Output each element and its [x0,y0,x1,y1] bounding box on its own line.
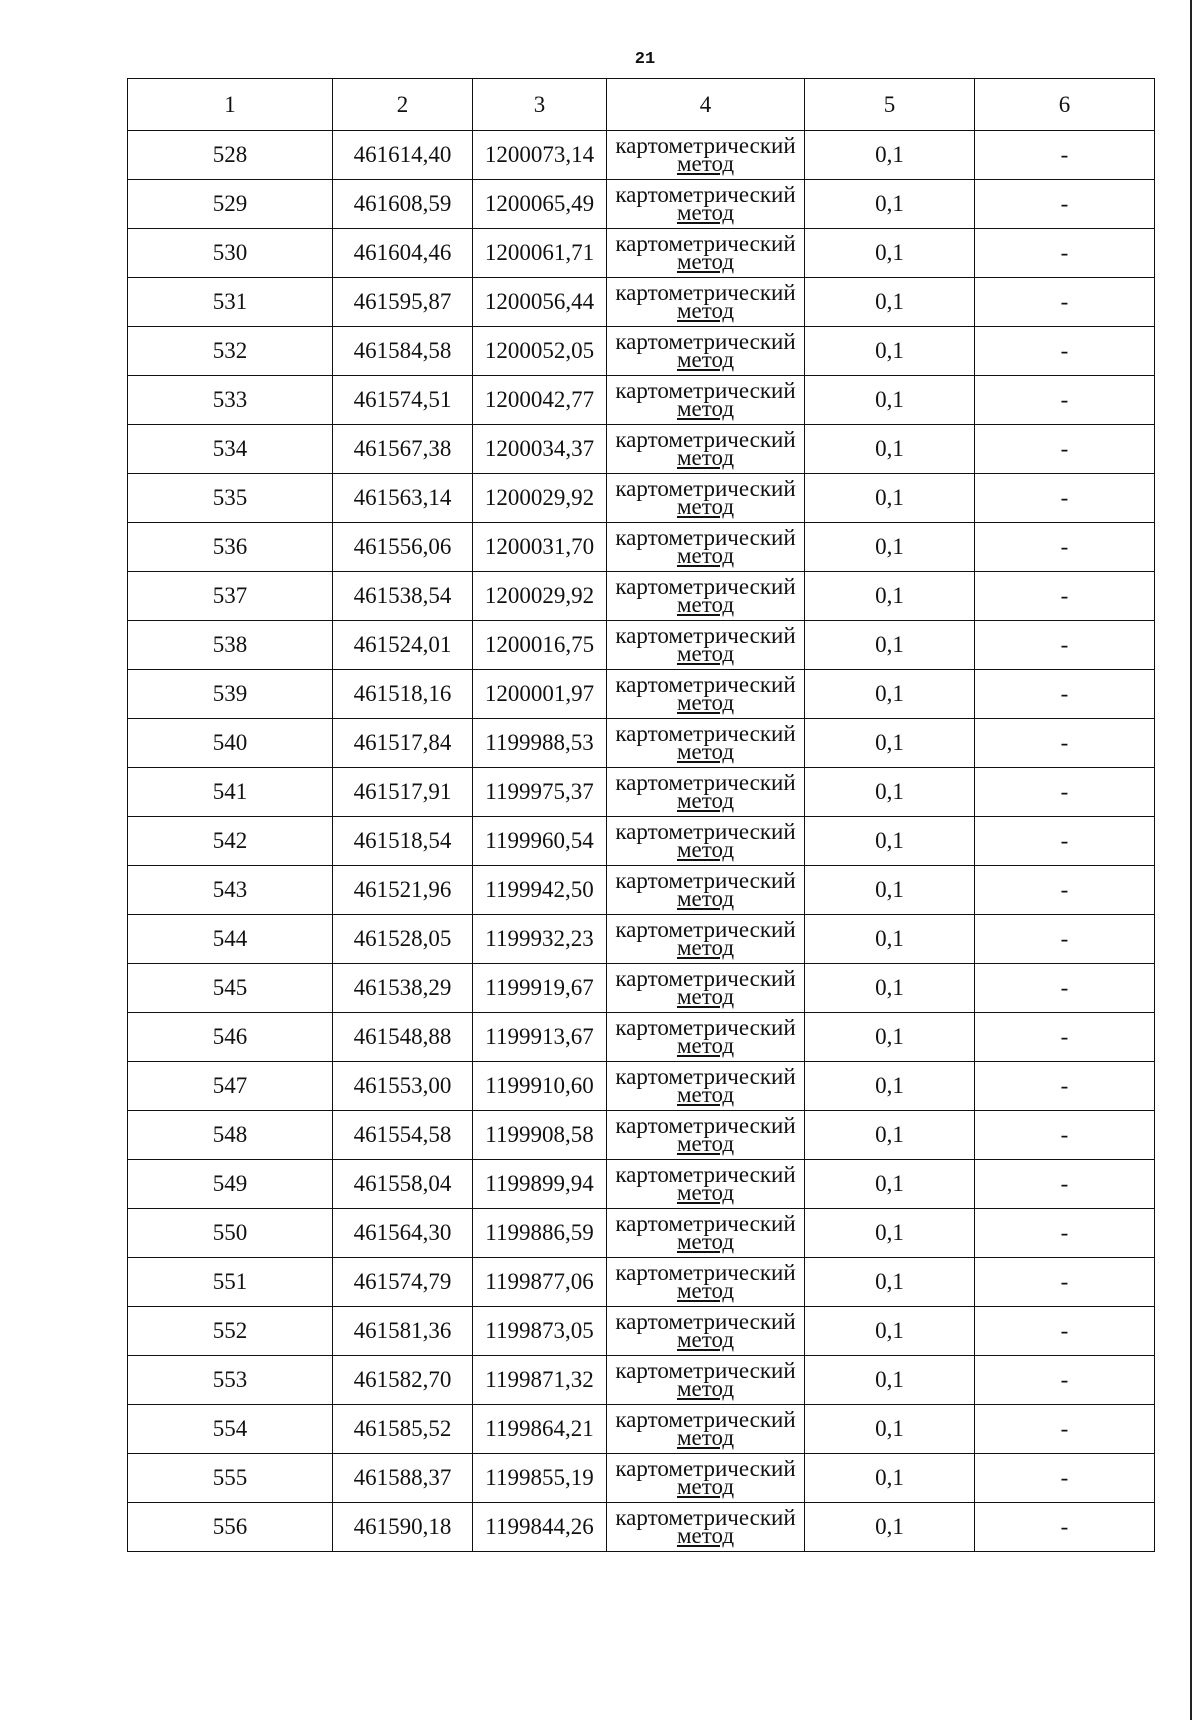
accuracy-cell: 0,1 [805,523,975,572]
method-cell [607,866,805,915]
accuracy-cell: 0,1 [805,817,975,866]
accuracy-cell: 0,1 [805,474,975,523]
y-coordinate-cell: 1200056,44 [473,278,607,327]
accuracy-cell: 0,1 [805,915,975,964]
column-header: 4 [607,79,805,131]
table-header [128,79,1155,131]
note-cell: - [975,964,1155,1013]
method-line-1: картометрический [615,917,796,942]
table-row [128,1454,1155,1503]
method-line-1: картометрический [615,1505,796,1530]
x-coordinate-cell: 461574,79 [333,1258,473,1307]
method-cell [607,670,805,719]
page-number: 21 [634,50,656,69]
method-cell [607,131,805,180]
method-line-1: картометрический [615,574,796,599]
point-number-cell: 539 [128,670,333,719]
method-line-2: метод [676,1327,735,1352]
method-line-2: метод [676,249,735,274]
accuracy-cell: 0,1 [805,1062,975,1111]
table-row [128,180,1155,229]
point-number-cell: 528 [128,131,333,180]
method-line-2: метод [676,984,735,1009]
x-coordinate-cell: 461538,54 [333,572,473,621]
accuracy-cell: 0,1 [805,1258,975,1307]
method-line-1: картометрический [615,1407,796,1432]
method-line-2: метод [676,788,735,813]
x-coordinate-cell: 461517,91 [333,768,473,817]
y-coordinate-cell: 1200061,71 [473,229,607,278]
table-body [128,131,1155,1552]
method-cell [607,915,805,964]
column-header: 2 [333,79,473,131]
method-line-2: метод [676,1376,735,1401]
table-row [128,474,1155,523]
point-number-cell: 554 [128,1405,333,1454]
method-line-2: метод [676,543,735,568]
accuracy-cell: 0,1 [805,327,975,376]
x-coordinate-cell: 461585,52 [333,1405,473,1454]
x-coordinate-cell: 461595,87 [333,278,473,327]
note-cell: - [975,915,1155,964]
method-cell [607,572,805,621]
method-cell [607,180,805,229]
table-row [128,1013,1155,1062]
table-row [128,229,1155,278]
x-coordinate-cell: 461563,14 [333,474,473,523]
x-coordinate-cell: 461517,84 [333,719,473,768]
method-line-2: метод [676,1425,735,1450]
point-number-cell: 530 [128,229,333,278]
x-coordinate-cell: 461553,00 [333,1062,473,1111]
x-coordinate-cell: 461584,58 [333,327,473,376]
table-row [128,719,1155,768]
y-coordinate-cell: 1200001,97 [473,670,607,719]
note-cell: - [975,229,1155,278]
accuracy-cell: 0,1 [805,1503,975,1552]
table-row [128,1111,1155,1160]
y-coordinate-cell: 1199871,32 [473,1356,607,1405]
method-line-1: картометрический [615,1015,796,1040]
method-line-2: метод [676,200,735,225]
x-coordinate-cell: 461558,04 [333,1160,473,1209]
method-line-2: метод [676,1180,735,1205]
method-cell [607,376,805,425]
note-cell: - [975,1062,1155,1111]
header-row [128,79,1155,131]
table-row [128,817,1155,866]
note-cell: - [975,1111,1155,1160]
y-coordinate-cell: 1200029,92 [473,474,607,523]
note-cell: - [975,1209,1155,1258]
method-line-2: метод [676,837,735,862]
note-cell: - [975,1013,1155,1062]
y-coordinate-cell: 1199960,54 [473,817,607,866]
method-line-1: картометрический [615,378,796,403]
table-row [128,278,1155,327]
table-row [128,866,1155,915]
note-cell: - [975,131,1155,180]
table-row [128,964,1155,1013]
table-row [128,621,1155,670]
method-line-1: картометрический [615,182,796,207]
method-line-2: метод [676,347,735,372]
method-cell [607,1111,805,1160]
table-row [128,131,1155,180]
column-header: 6 [975,79,1155,131]
accuracy-cell: 0,1 [805,621,975,670]
point-number-cell: 551 [128,1258,333,1307]
accuracy-cell: 0,1 [805,1160,975,1209]
x-coordinate-cell: 461614,40 [333,131,473,180]
point-number-cell: 548 [128,1111,333,1160]
table-row [128,1503,1155,1552]
table-row [128,1160,1155,1209]
method-cell [607,1013,805,1062]
method-line-2: метод [676,592,735,617]
x-coordinate-cell: 461604,46 [333,229,473,278]
y-coordinate-cell: 1199975,37 [473,768,607,817]
method-line-1: картометрический [615,819,796,844]
accuracy-cell: 0,1 [805,719,975,768]
note-cell: - [975,376,1155,425]
note-cell: - [975,1356,1155,1405]
table-row [128,523,1155,572]
method-cell [607,817,805,866]
point-number-cell: 529 [128,180,333,229]
x-coordinate-cell: 461524,01 [333,621,473,670]
method-line-1: картометрический [615,1456,796,1481]
accuracy-cell: 0,1 [805,1307,975,1356]
x-coordinate-cell: 461548,88 [333,1013,473,1062]
column-header: 5 [805,79,975,131]
x-coordinate-cell: 461554,58 [333,1111,473,1160]
accuracy-cell: 0,1 [805,1013,975,1062]
point-number-cell: 535 [128,474,333,523]
method-cell [607,523,805,572]
method-cell [607,1062,805,1111]
point-number-cell: 538 [128,621,333,670]
method-line-1: картометрический [615,1260,796,1285]
method-cell [607,1209,805,1258]
point-number-cell: 546 [128,1013,333,1062]
note-cell: - [975,425,1155,474]
method-line-2: метод [676,886,735,911]
x-coordinate-cell: 461538,29 [333,964,473,1013]
y-coordinate-cell: 1200034,37 [473,425,607,474]
y-coordinate-cell: 1200031,70 [473,523,607,572]
method-line-1: картометрический [615,427,796,452]
note-cell: - [975,1454,1155,1503]
y-coordinate-cell: 1199844,26 [473,1503,607,1552]
point-number-cell: 536 [128,523,333,572]
method-line-2: метод [676,396,735,421]
point-number-cell: 532 [128,327,333,376]
method-line-1: картометрический [615,476,796,501]
y-coordinate-cell: 1199988,53 [473,719,607,768]
note-cell: - [975,572,1155,621]
method-line-1: картометрический [615,721,796,746]
y-coordinate-cell: 1200016,75 [473,621,607,670]
method-line-1: картометрический [615,966,796,991]
scan-edge-line [1190,0,1192,1720]
method-line-1: картометрический [615,868,796,893]
method-cell [607,1356,805,1405]
column-header: 3 [473,79,607,131]
y-coordinate-cell: 1199899,94 [473,1160,607,1209]
method-line-1: картометрический [615,1358,796,1383]
table-row [128,1209,1155,1258]
x-coordinate-cell: 461574,51 [333,376,473,425]
accuracy-cell: 0,1 [805,1356,975,1405]
x-coordinate-cell: 461564,30 [333,1209,473,1258]
accuracy-cell: 0,1 [805,131,975,180]
point-number-cell: 537 [128,572,333,621]
point-number-cell: 550 [128,1209,333,1258]
note-cell: - [975,523,1155,572]
method-line-2: метод [676,445,735,470]
method-cell [607,621,805,670]
x-coordinate-cell: 461567,38 [333,425,473,474]
method-line-2: метод [676,1229,735,1254]
note-cell: - [975,180,1155,229]
y-coordinate-cell: 1200073,14 [473,131,607,180]
method-line-1: картометрический [615,133,796,158]
method-line-1: картометрический [615,280,796,305]
method-line-2: метод [676,1278,735,1303]
table-row [128,327,1155,376]
y-coordinate-cell: 1199877,06 [473,1258,607,1307]
method-line-1: картометрический [615,1211,796,1236]
x-coordinate-cell: 461518,16 [333,670,473,719]
method-cell [607,768,805,817]
y-coordinate-cell: 1199864,21 [473,1405,607,1454]
method-cell [607,278,805,327]
y-coordinate-cell: 1199942,50 [473,866,607,915]
method-cell [607,474,805,523]
method-cell [607,327,805,376]
method-cell [607,1503,805,1552]
note-cell: - [975,1307,1155,1356]
method-line-2: метод [676,151,735,176]
x-coordinate-cell: 461582,70 [333,1356,473,1405]
x-coordinate-cell: 461608,59 [333,180,473,229]
method-line-2: метод [676,641,735,666]
table-row [128,1307,1155,1356]
note-cell: - [975,1503,1155,1552]
y-coordinate-cell: 1199873,05 [473,1307,607,1356]
method-cell [607,229,805,278]
method-line-2: метод [676,1082,735,1107]
note-cell: - [975,1405,1155,1454]
point-number-cell: 556 [128,1503,333,1552]
y-coordinate-cell: 1199908,58 [473,1111,607,1160]
x-coordinate-cell: 461521,96 [333,866,473,915]
method-line-2: метод [676,1033,735,1058]
x-coordinate-cell: 461590,18 [333,1503,473,1552]
note-cell: - [975,1258,1155,1307]
method-line-1: картометрический [615,1309,796,1334]
method-cell [607,1160,805,1209]
point-number-cell: 545 [128,964,333,1013]
x-coordinate-cell: 461588,37 [333,1454,473,1503]
method-cell [607,1258,805,1307]
point-number-cell: 549 [128,1160,333,1209]
note-cell: - [975,866,1155,915]
point-number-cell: 555 [128,1454,333,1503]
y-coordinate-cell: 1200029,92 [473,572,607,621]
point-number-cell: 542 [128,817,333,866]
point-number-cell: 543 [128,866,333,915]
accuracy-cell: 0,1 [805,229,975,278]
accuracy-cell: 0,1 [805,1111,975,1160]
x-coordinate-cell: 461556,06 [333,523,473,572]
x-coordinate-cell: 461528,05 [333,915,473,964]
point-number-cell: 540 [128,719,333,768]
y-coordinate-cell: 1199932,23 [473,915,607,964]
note-cell: - [975,327,1155,376]
coordinates-table [127,78,1155,1552]
y-coordinate-cell: 1200065,49 [473,180,607,229]
y-coordinate-cell: 1200042,77 [473,376,607,425]
table-row [128,1062,1155,1111]
method-line-2: метод [676,739,735,764]
accuracy-cell: 0,1 [805,278,975,327]
y-coordinate-cell: 1200052,05 [473,327,607,376]
method-cell [607,1454,805,1503]
table-row [128,572,1155,621]
note-cell: - [975,278,1155,327]
point-number-cell: 531 [128,278,333,327]
method-line-1: картометрический [615,1064,796,1089]
accuracy-cell: 0,1 [805,1405,975,1454]
table-row [128,1405,1155,1454]
method-line-1: картометрический [615,672,796,697]
accuracy-cell: 0,1 [805,572,975,621]
note-cell: - [975,670,1155,719]
method-line-1: картометрический [615,525,796,550]
method-line-2: метод [676,1131,735,1156]
method-cell [607,719,805,768]
method-line-1: картометрический [615,329,796,354]
accuracy-cell: 0,1 [805,866,975,915]
note-cell: - [975,768,1155,817]
y-coordinate-cell: 1199919,67 [473,964,607,1013]
x-coordinate-cell: 461518,54 [333,817,473,866]
method-line-1: картометрический [615,1113,796,1138]
accuracy-cell: 0,1 [805,670,975,719]
accuracy-cell: 0,1 [805,964,975,1013]
table-row [128,915,1155,964]
point-number-cell: 533 [128,376,333,425]
point-number-cell: 547 [128,1062,333,1111]
note-cell: - [975,719,1155,768]
accuracy-cell: 0,1 [805,425,975,474]
point-number-cell: 544 [128,915,333,964]
note-cell: - [975,474,1155,523]
method-line-2: метод [676,1523,735,1548]
method-line-1: картометрический [615,231,796,256]
accuracy-cell: 0,1 [805,376,975,425]
method-cell [607,1307,805,1356]
accuracy-cell: 0,1 [805,180,975,229]
method-line-1: картометрический [615,770,796,795]
note-cell: - [975,1160,1155,1209]
table-row [128,376,1155,425]
table-row [128,425,1155,474]
method-line-2: метод [676,1474,735,1499]
x-coordinate-cell: 461581,36 [333,1307,473,1356]
y-coordinate-cell: 1199855,19 [473,1454,607,1503]
y-coordinate-cell: 1199913,67 [473,1013,607,1062]
method-line-1: картометрический [615,1162,796,1187]
accuracy-cell: 0,1 [805,1454,975,1503]
method-line-2: метод [676,935,735,960]
y-coordinate-cell: 1199910,60 [473,1062,607,1111]
column-header: 1 [128,79,333,131]
method-cell [607,425,805,474]
point-number-cell: 534 [128,425,333,474]
method-line-1: картометрический [615,623,796,648]
note-cell: - [975,817,1155,866]
table-row [128,670,1155,719]
accuracy-cell: 0,1 [805,768,975,817]
y-coordinate-cell: 1199886,59 [473,1209,607,1258]
accuracy-cell: 0,1 [805,1209,975,1258]
table-row [128,1356,1155,1405]
method-cell [607,964,805,1013]
table-row [128,1258,1155,1307]
point-number-cell: 552 [128,1307,333,1356]
table-row [128,768,1155,817]
method-line-2: метод [676,690,735,715]
method-line-2: метод [676,494,735,519]
point-number-cell: 541 [128,768,333,817]
method-line-2: метод [676,298,735,323]
note-cell: - [975,621,1155,670]
point-number-cell: 553 [128,1356,333,1405]
method-cell [607,1405,805,1454]
